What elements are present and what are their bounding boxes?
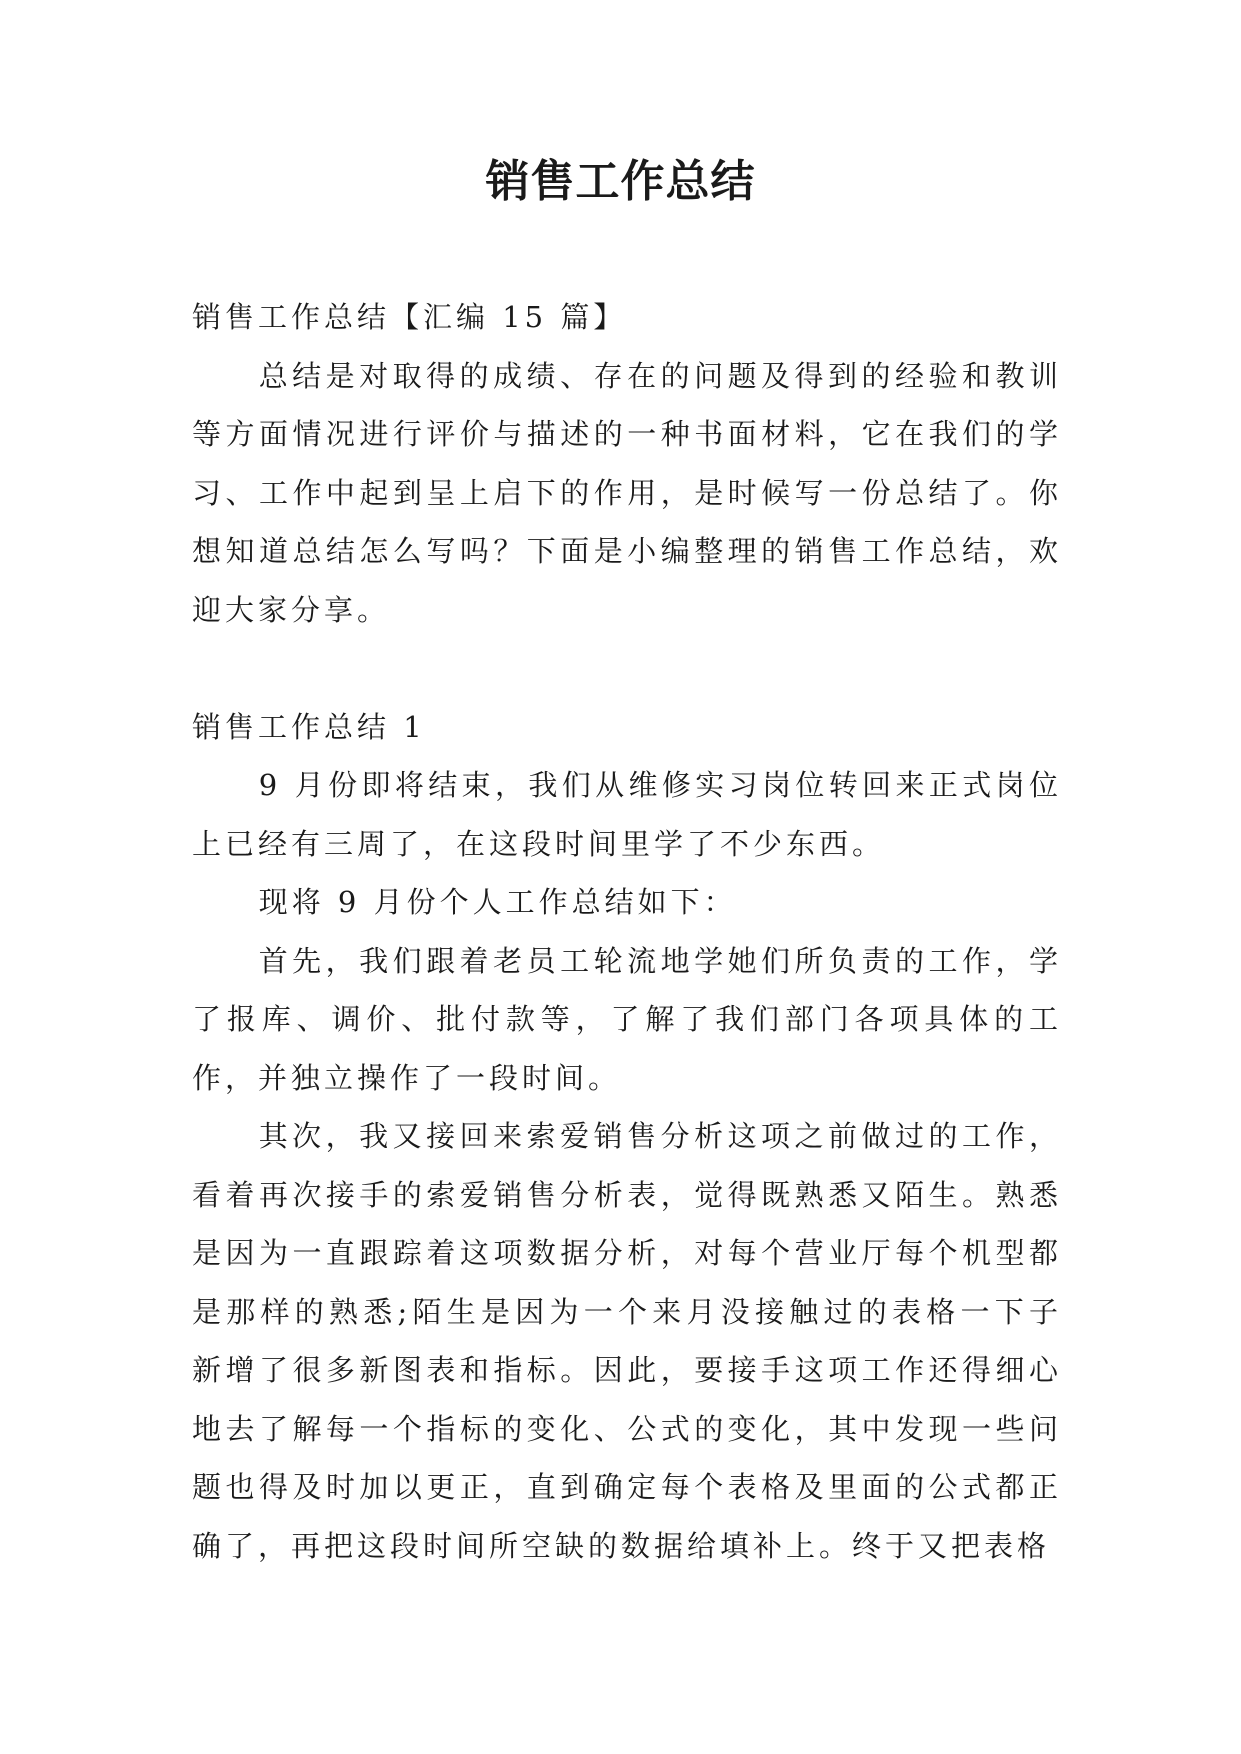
body-paragraph: 首先，我们跟着老员工轮流地学她们所负责的工作，学了报库、调价、批付款等，了解了我们部门各项具体的工作，并独立操作了一段时间。 [192,943,1062,1095]
subtitle: 销售工作总结【汇编 15 篇】 [192,300,627,334]
body-paragraph: 其次，我又接回来索爱销售分析这项之前做过的工作，看着再次接手的索爱销售分析表，觉得既熟悉又陌生。熟悉是因为一直跟踪着这项数据分析，对每个营业厅每个机型都是那样的熟悉;陌生是因为一个来月没接触过的表格一下子新增了很多新图表和指标。因此，要接手这项工作还得细心地去了解每一个指标的变化、公式的变化，其中发现一些问题也得及时加以更正，直到确定每个表格及里面的公式都正确了，再把这段时间所空缺的数据给填补上。终于又把表格 [192,1119,1062,1563]
body-paragraph: 现将 9 月份个人工作总结如下： [258,885,737,919]
document-body [192,288,1062,1575]
section-heading: 销售工作总结 1 [192,709,426,744]
page-title: 销售工作总结 [485,156,756,207]
body-paragraph: 9 月份即将结束，我们从维修实习岗位转回来正式岗位上已经有三周了，在这段时间里学了不少东西。 [192,768,1062,861]
intro-paragraph: 总结是对取得的成绩、存在的问题及得到的经验和教训等方面情况进行评价与描述的一种书面材料，它在我们的学习、工作中起到呈上启下的作用，是时候写一份总结了。你想知道总结怎么写吗？下面是小编整理的销售工作总结，欢迎大家分享。 [192,358,1062,627]
section-spacer [192,639,1062,698]
